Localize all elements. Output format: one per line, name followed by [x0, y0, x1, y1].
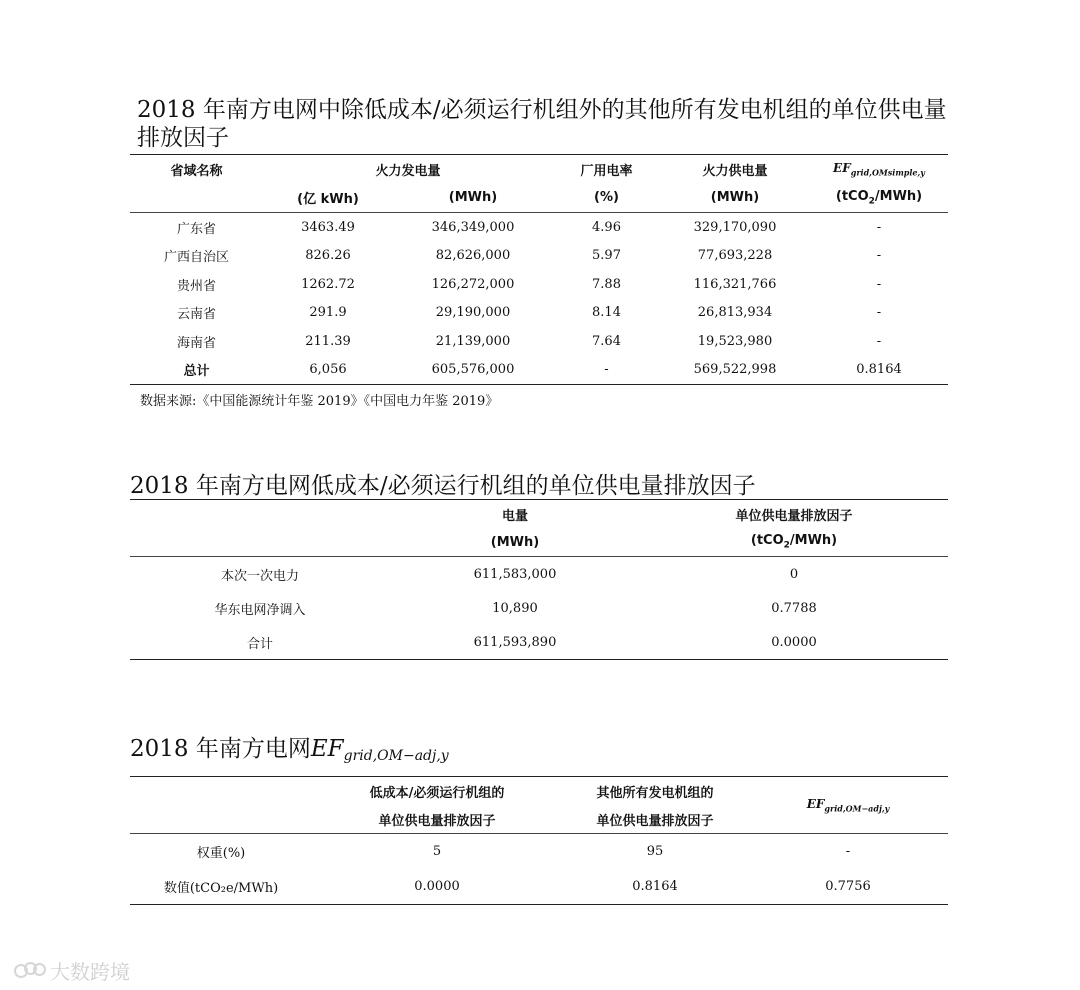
header-blank [130, 805, 312, 834]
unit-mwh-supply: (MWh) [660, 184, 810, 213]
header-others-l1: 其他所有发电机组的 [596, 785, 714, 801]
table-row: 广东省 3463.49 346,349,000 4.96 329,170,090 - [176, 219, 882, 237]
header-blank [130, 777, 312, 806]
header-others-l2: 单位供电量排放因子 [562, 805, 748, 834]
table-row: 合计 611,593,890 0.0000 [246, 634, 817, 652]
watermark-text: 大数跨境 [50, 960, 130, 984]
header-blank [130, 500, 390, 529]
header-blank [130, 184, 263, 213]
unit-tco2: (tCO$_2$/MWh) [810, 184, 948, 213]
table-row: 云南省 291.9 29,190,000 8.14 26,813,934 - [176, 305, 882, 323]
header-province: 省域名称 [170, 163, 223, 179]
unit-tco2: (tCO$_2$/MWh) [640, 528, 948, 557]
header-thermal-supply: 火力供电量 [702, 163, 768, 179]
header-aux-rate: 厂用电率 [580, 163, 633, 179]
header-low-cost-l1: 低成本/必须运行机组的 [369, 785, 505, 801]
watermark [14, 956, 130, 985]
table1-title: 2018 年南方电网中除低成本/必须运行机组外的其他所有发电机组的单位供电量排放因子 [137, 97, 947, 151]
table3 [130, 776, 948, 905]
watermark-logo-icon [14, 960, 46, 982]
table1 [130, 154, 948, 385]
table-row: 华东电网净调入 10,890 0.7788 [214, 600, 817, 618]
header-blank [130, 528, 390, 557]
table-row: 广西自治区 826.26 82,626,000 5.97 77,693,228 - [163, 248, 882, 266]
unit-mwh: (MWh) [393, 184, 553, 213]
table2-title: 2018 年南方电网低成本/必须运行机组的单位供电量排放因子 [130, 473, 756, 499]
unit-mwh: (MWh) [390, 528, 640, 557]
table-row: 海南省 211.39 21,139,000 7.64 19,523,980 - [176, 333, 882, 351]
header-thermal-gen: 火力发电量 [375, 163, 441, 179]
table2 [130, 499, 948, 660]
table-row: 本次一次电力 611,583,000 0 [220, 566, 799, 584]
header-ef: $EF_{grid,OMsimple,y}$ [833, 161, 925, 178]
header-ef: $EF_{grid,OM-adj,y}$ [748, 777, 948, 834]
total-row: 总计 6,056 605,576,000 - 569,522,998 0.8164 [183, 362, 902, 380]
table3-title: 2018 年南方电网$EF_{grid,OM-adj,y}$ [130, 736, 449, 764]
table-row: 权重(%) 5 95 - [196, 844, 851, 861]
header-low-cost-l2: 单位供电量排放因子 [312, 805, 562, 834]
table-row: 数值(tCO₂e/MWh) 0.0000 0.8164 0.7756 [163, 879, 871, 896]
header-ef: 单位供电量排放因子 [735, 508, 853, 524]
header-energy: 电量 [501, 508, 528, 524]
unit-yi-kwh: (亿 kWh) [263, 184, 393, 213]
table1-source: 数据来源:《中国能源统计年鉴 2019》《中国电力年鉴 2019》 [140, 394, 499, 409]
unit-pct: (%) [553, 184, 660, 213]
table-row: 贵州省 1262.72 126,272,000 7.88 116,321,766 - [176, 276, 882, 294]
